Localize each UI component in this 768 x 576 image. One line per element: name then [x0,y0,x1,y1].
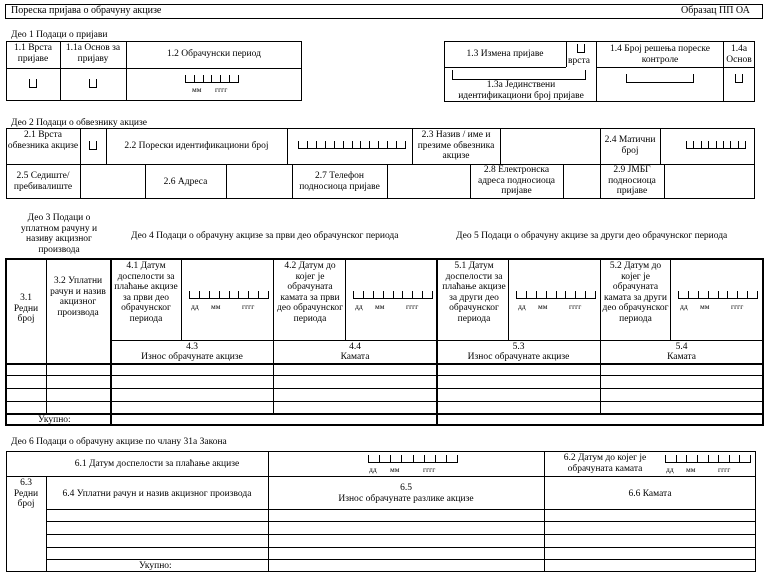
field-1-4[interactable] [626,74,694,83]
col-5-2: 5.2 Датум до којег је обрачуната камата за други део обрачунског периода [602,261,669,324]
total-label: Укупно: [38,415,71,425]
date-5-2[interactable] [678,291,758,299]
form-code: Образац ПП ОА [681,5,750,16]
label-mm: мм [192,85,202,94]
label-mm: мм [211,302,221,311]
part1-title: Део 1 Подаци о пријави [11,30,108,40]
cell-1-4: 1.4 Број решења пореске контроле [609,44,711,65]
col-4-3: Износ обрачунате акцизе [141,352,243,362]
col-4-2: 4.2 Датум до којег је обрачуната камата за први део обрачунског периода [277,261,343,324]
label-dd: дд [518,302,526,311]
date-5-1[interactable] [516,291,596,299]
date-6-2[interactable] [665,455,751,463]
checkbox-1-1[interactable] [29,79,37,88]
checkbox-1-1a[interactable] [89,79,97,88]
checkbox-2-1[interactable] [89,141,97,150]
label-yyyy: гггг [423,465,436,474]
date-6-1[interactable] [368,455,458,463]
label-dd: дд [666,465,674,474]
cell-1-1a: 1.1а Основ за пријаву [65,43,121,64]
part2-title: Део 2 Подаци о обвезнику акцизе [11,118,147,128]
label-yyyy: гггг [215,85,228,94]
part3-title: Део 3 Подаци о уплатном рачуну и називу акцизног производа [20,213,98,255]
cell-2-8: 2.8 Електронска адреса подносиоца пријаве [478,165,555,196]
label-mm: мм [375,302,385,311]
label-yyyy: гггг [731,302,744,311]
label-vrsta: врста [568,56,590,66]
cell-2-9: 2.9 ЈМБГ подносиоца пријаве [608,165,656,196]
label-dd: дд [369,465,377,474]
col-4-1: 4.1 Датум доспелости за плаћање акцизе за први део обрачунског периода [114,261,178,324]
label-dd: дд [680,302,688,311]
cell-2-2: 2.2 Порески идентификациони број [124,141,269,151]
num-4-4: 4.4 [349,342,361,352]
cell-1-1: 1.1 Врста пријаве [13,43,53,64]
label-mm: мм [700,302,710,311]
label-mm: мм [538,302,548,311]
label-dd: дд [355,302,363,311]
label-mm: мм [686,465,696,474]
part6-title: Део 6 Подаци о обрачуну акцизе по члану 31а Закона [11,437,227,447]
form-title: Пореска пријава о обрачуну акцизе [11,5,162,16]
col-3-2: 3.2 Уплатни рачун и назив акцизног производа [50,276,106,318]
cell-2-7: 2.7 Телефон подносиоца пријаве [299,171,380,192]
label-yyyy: гггг [406,302,419,311]
col-3-1: 3.1 Редни број [13,293,39,324]
cell-6-3: 6.3 Редни број [13,478,39,509]
mb-digits[interactable] [686,141,746,149]
checkbox-1-4a[interactable] [735,74,743,83]
cell-1-2: 1.2 Обрачунски период [167,49,261,59]
cell-2-4: 2.4 Матични број [604,135,656,156]
num-4-3: 4.3 [186,342,198,352]
label-yyyy: гггг [718,465,731,474]
col-5-3: Износ обрачунате акцизе [467,352,570,362]
pib-digits[interactable] [298,141,406,149]
cell-2-1: 2.1 Врста обвезника акцизе [7,130,79,151]
cell-6-5: Износ обрачунате разлике акцизе [338,494,474,504]
checkbox-1-3[interactable] [577,44,585,53]
num-5-4: 5.4 [675,342,688,352]
label-dd: дд [191,302,199,311]
cell-2-5: 2.5 Седиште/ пребивалиште [13,171,73,192]
cell-6-1: 6.1 Датум доспелости за плаћање акцизе [74,459,240,469]
num-5-3: 5.3 [512,342,525,352]
label-mm: мм [390,465,400,474]
total-label-6: Укупно: [139,561,172,571]
col-5-1: 5.1 Датум доспелости за плаћање акцизе за други део обрачунског периода [442,261,506,324]
field-1-3a[interactable] [452,70,586,80]
cell-1-3: 1.3 Измена пријаве [466,49,544,59]
part5-title: Део 5 Подаци о обрачуну акцизе за други део обрачунског периода [456,231,728,241]
cell-6-4: 6.4 Уплатни рачун и назив акцизног производа [62,489,252,499]
date-4-1[interactable] [189,291,269,299]
label-yyyy: гггг [242,302,255,311]
part4-title: Део 4 Подаци о обрачуну акцизе за први део обрачунског периода [131,231,399,241]
col-5-4: Камата [667,352,696,362]
cell-6-2: 6.2 Датум до којег је обрачуната камата [563,453,647,474]
num-6-5: 6.5 [400,483,412,493]
cell-1-3a: 1.3а Јединствени идентификациони број пријаве [458,80,584,101]
label-yyyy: гггг [569,302,582,311]
cell-1-4a: 1.4а Основ [726,44,752,65]
period-digits[interactable] [185,75,239,83]
cell-6-6: 6.6 Камата [628,489,672,499]
cell-2-6: 2.6 Адреса [163,177,208,187]
col-4-4: Камата [340,352,370,362]
cell-2-3: 2.3 Назив / име и презиме обвезника акцизе [417,130,495,161]
date-4-2[interactable] [353,291,433,299]
